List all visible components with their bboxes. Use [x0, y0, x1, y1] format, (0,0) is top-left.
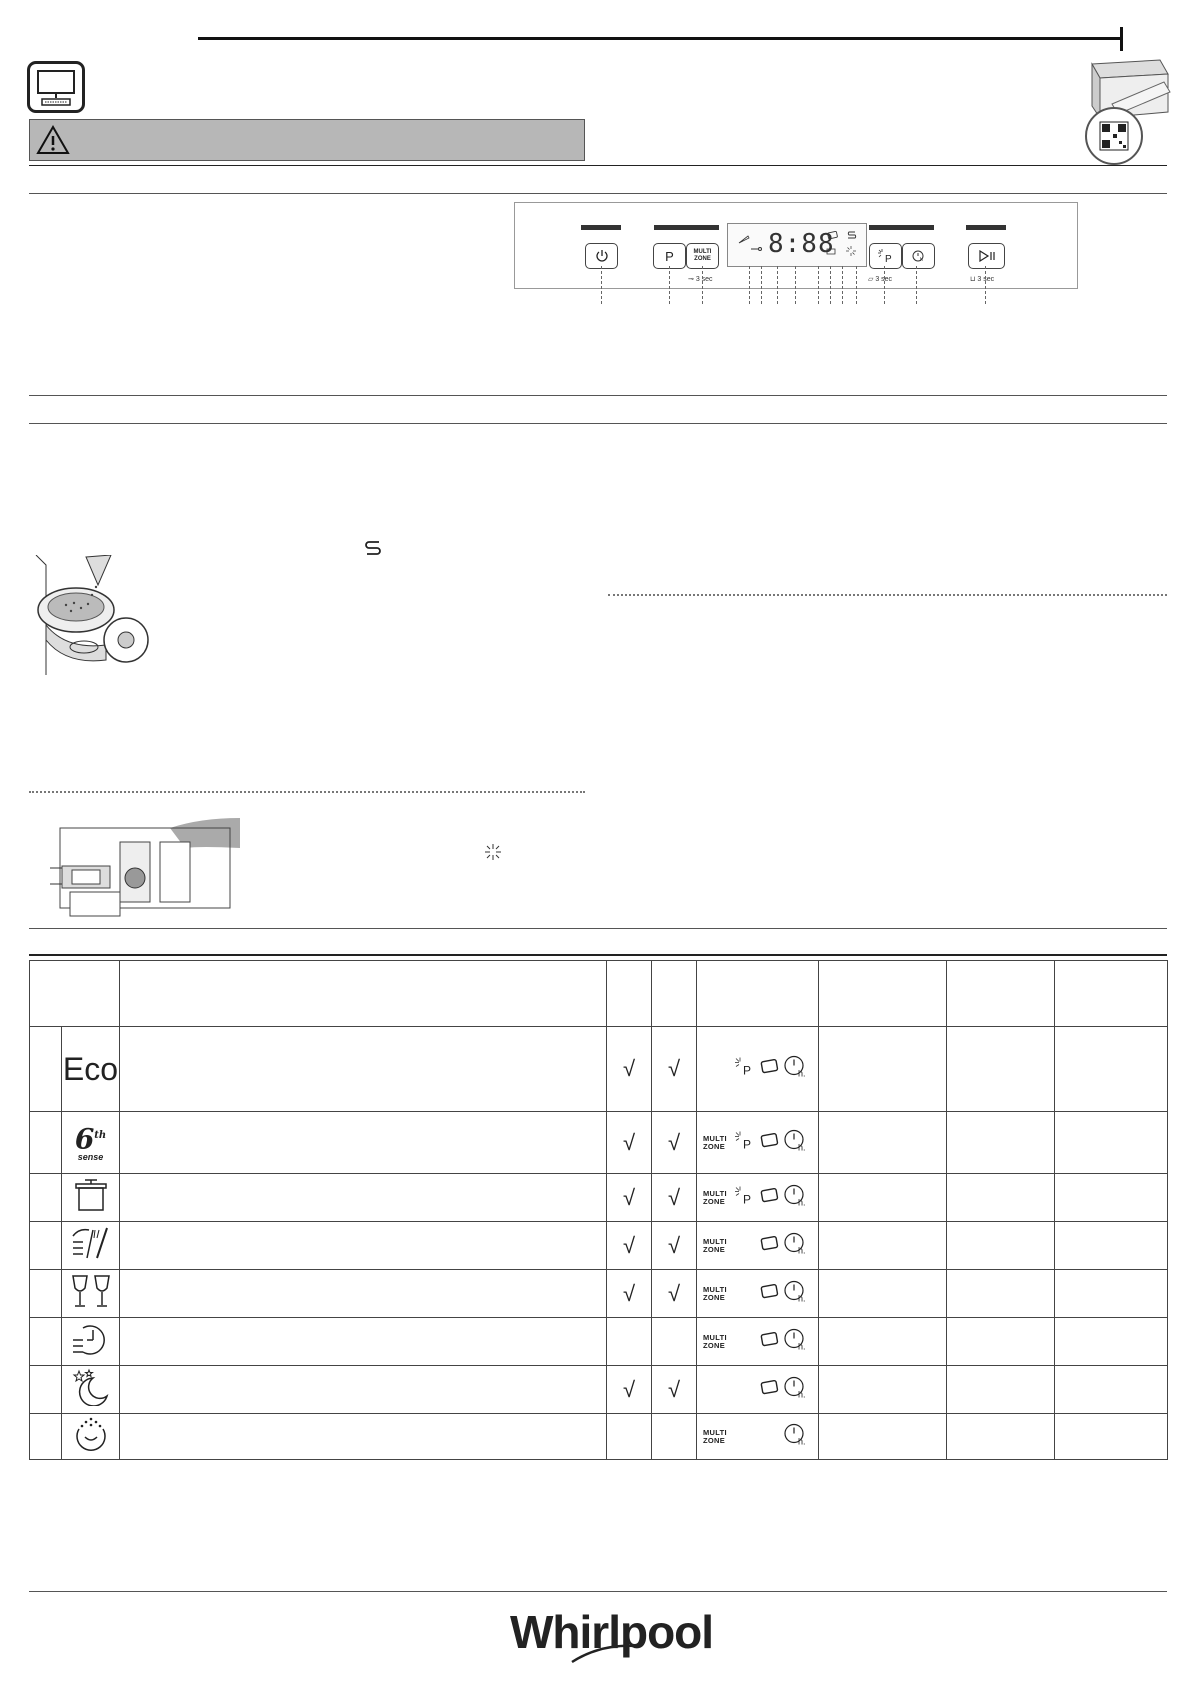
- callout-line: [830, 266, 831, 304]
- description-cell: [120, 1027, 607, 1112]
- tablet-icon: [759, 1281, 781, 1306]
- row-number-cell: [30, 1222, 62, 1270]
- svg-text:P: P: [743, 1063, 752, 1078]
- check-cell: √: [607, 1222, 652, 1270]
- header-cell: [607, 961, 652, 1027]
- description-cell: [120, 1112, 607, 1174]
- multizone-button-label: MULTI ZONE: [693, 249, 712, 262]
- callout-line: [702, 266, 703, 304]
- rinse-aid-indicator-icon: [484, 843, 502, 861]
- table-row: [30, 1174, 1168, 1222]
- sixth-sense-word: sense: [77, 1152, 104, 1163]
- data-cell: [1055, 1270, 1168, 1318]
- svg-text:h.: h.: [798, 1341, 806, 1351]
- crystal-program-icon: [62, 1270, 120, 1318]
- check-cell: √: [607, 1366, 652, 1414]
- delay-start-icon: [783, 1055, 809, 1084]
- data-cell: [1055, 1027, 1168, 1112]
- fast-program-icon: [62, 1222, 120, 1270]
- description-cell: [120, 1366, 607, 1414]
- check-cell: [607, 1414, 652, 1460]
- check-cell: √: [652, 1174, 697, 1222]
- display-panel: [727, 223, 867, 267]
- data-cell: [819, 1112, 947, 1174]
- tablet-icon: [759, 1377, 781, 1402]
- check-cell: √: [607, 1027, 652, 1112]
- top-rule: [198, 37, 1122, 40]
- table-row: [30, 1112, 1168, 1174]
- check-cell: √: [652, 1222, 697, 1270]
- svg-text:P: P: [743, 1137, 752, 1151]
- options-cell: [697, 1318, 819, 1366]
- row-number-cell: [30, 1366, 62, 1414]
- row-number-cell: [30, 1270, 62, 1318]
- section-rule-6: [29, 954, 1167, 956]
- multizone-label: MULTI ZONE: [703, 1284, 727, 1302]
- data-cell: [819, 1366, 947, 1414]
- power-clean-icon: [733, 1056, 755, 1083]
- data-cell: [819, 1270, 947, 1318]
- section-rule-1: [29, 165, 1167, 166]
- data-cell: [947, 1027, 1055, 1112]
- pot-small-icon: [825, 247, 839, 255]
- table-row: [30, 1318, 1168, 1366]
- data-cell: [1055, 1318, 1168, 1366]
- power-clean-icon: [733, 1184, 755, 1211]
- svg-text:h.: h.: [798, 1293, 806, 1303]
- callout-line: [985, 266, 986, 304]
- table-row: [30, 1222, 1168, 1270]
- row-number-cell: [30, 1318, 62, 1366]
- salt-refill-icon: [362, 538, 384, 558]
- callout-line: [777, 266, 778, 304]
- callout-line: [749, 266, 750, 304]
- brand-logo: Whirlpool: [510, 1606, 714, 1658]
- callout-line: [669, 266, 670, 304]
- description-cell: [120, 1270, 607, 1318]
- tablet-icon: [759, 1329, 781, 1354]
- data-cell: [819, 1222, 947, 1270]
- data-cell: [947, 1414, 1055, 1460]
- delay-start-icon: [783, 1422, 809, 1451]
- warning-icon: [36, 125, 70, 155]
- svg-text:h.: h.: [798, 1197, 806, 1207]
- options-cell: [697, 1414, 819, 1460]
- table-header-row: [30, 961, 1168, 1027]
- description-cell: [120, 1174, 607, 1222]
- power-clean-button[interactable]: [869, 243, 902, 269]
- warning-banner: [29, 119, 585, 161]
- power-clean-indicator-icon: [845, 245, 857, 257]
- header-cell: [947, 961, 1055, 1027]
- monitor-icon: [27, 61, 85, 113]
- rinse-aid-icon: [738, 234, 750, 244]
- callout-line: [842, 266, 843, 304]
- tablet-icon: [759, 1185, 781, 1210]
- callout-line: [601, 266, 602, 304]
- data-cell: [819, 1318, 947, 1366]
- table-row: [30, 1270, 1168, 1318]
- section-rule-4: [29, 423, 1167, 424]
- data-cell: [947, 1174, 1055, 1222]
- key-lock-hint: ⊸ 3 sec: [688, 276, 713, 283]
- delay-icon: [911, 248, 927, 264]
- sixth-sense-number: 6: [74, 1122, 95, 1156]
- svg-text:h.: h.: [798, 1389, 806, 1399]
- svg-text:h.: h.: [798, 1436, 806, 1446]
- options-cell: [697, 1270, 819, 1318]
- callout-line: [795, 266, 796, 304]
- key-lock-icon: [750, 246, 762, 252]
- detergent-dispenser-illustration: [50, 818, 240, 918]
- tablet-icon: [826, 230, 840, 240]
- power-clean-icon: [733, 1129, 755, 1156]
- description-cell: [120, 1222, 607, 1270]
- check-cell: √: [652, 1270, 697, 1318]
- top-rule-tick: [1120, 27, 1123, 51]
- header-cell: [30, 961, 120, 1027]
- header-cell: [120, 961, 607, 1027]
- door-hint-text: 3 sec: [977, 276, 995, 283]
- tablet-icon: [759, 1233, 781, 1258]
- table-row: [30, 1414, 1168, 1460]
- options-cell: [697, 1366, 819, 1414]
- data-cell: [1055, 1366, 1168, 1414]
- power-clean-icon: [876, 247, 896, 265]
- multizone-label: MULTI ZONE: [703, 1332, 727, 1350]
- options-cell: [697, 1027, 819, 1112]
- power-icon: [595, 249, 609, 263]
- key-lock-hint-text: 3 sec: [695, 276, 713, 283]
- svg-text:h.: h.: [798, 1245, 806, 1255]
- salt-refill-illustration: [26, 555, 156, 675]
- options-cell: [697, 1174, 819, 1222]
- start-led: [966, 225, 1006, 230]
- check-cell: √: [652, 1112, 697, 1174]
- options-led: [869, 225, 934, 230]
- svg-text:h: h: [919, 257, 923, 263]
- svg-text:P: P: [743, 1192, 752, 1206]
- header-cell: [652, 961, 697, 1027]
- sixth-sense-program-icon: [62, 1112, 120, 1174]
- program-led: [654, 225, 719, 230]
- svg-text:P: P: [884, 254, 892, 265]
- data-cell: [819, 1414, 947, 1460]
- row-number-cell: [30, 1112, 62, 1174]
- tablet-icon: [759, 1057, 781, 1082]
- callout-line: [916, 266, 917, 304]
- display-digits: 8:88: [768, 229, 835, 259]
- check-cell: [652, 1414, 697, 1460]
- description-cell: [120, 1414, 607, 1460]
- rapid-program-icon: [62, 1318, 120, 1366]
- tablet-hint-text: 3 sec: [875, 276, 893, 283]
- check-cell: √: [607, 1270, 652, 1318]
- callout-line: [856, 266, 857, 304]
- options-cell: [697, 1112, 819, 1174]
- delay-hours-label: h.: [798, 1068, 806, 1079]
- callout-line: [884, 266, 885, 304]
- section-rule-3: [29, 395, 1167, 396]
- data-cell: [1055, 1112, 1168, 1174]
- delay-start-icon: [783, 1327, 809, 1356]
- delay-start-icon: [783, 1279, 809, 1308]
- multizone-label: MULTI ZONE: [703, 1133, 727, 1151]
- options-cell: [697, 1222, 819, 1270]
- dotted-separator-right: [608, 594, 1167, 596]
- programs-table: [29, 960, 1168, 1460]
- tablet-icon: [759, 1130, 781, 1155]
- delay-button[interactable]: [902, 243, 935, 269]
- delay-start-icon: [783, 1375, 809, 1404]
- check-cell: √: [652, 1027, 697, 1112]
- data-cell: [1055, 1414, 1168, 1460]
- table-row: [30, 1027, 1168, 1112]
- row-number-cell: [30, 1414, 62, 1460]
- data-cell: [947, 1112, 1055, 1174]
- multizone-label: MULTI ZONE: [703, 1427, 727, 1445]
- start-pause-icon: [978, 250, 996, 262]
- callout-line: [761, 266, 762, 304]
- data-cell: [819, 1174, 947, 1222]
- check-cell: √: [652, 1366, 697, 1414]
- multizone-label: MULTI ZONE: [703, 1236, 727, 1254]
- check-cell: [652, 1318, 697, 1366]
- tablet-hint: ▱ 3 sec: [868, 276, 893, 283]
- delay-start-icon: [783, 1183, 809, 1212]
- night-program-icon: [62, 1366, 120, 1414]
- program-p-icon: P: [665, 248, 674, 264]
- data-cell: [947, 1366, 1055, 1414]
- data-cell: [947, 1270, 1055, 1318]
- intensive-program-icon: [62, 1174, 120, 1222]
- sixth-sense-suffix: th: [94, 1129, 107, 1141]
- footer-rule: [29, 1591, 1167, 1592]
- data-cell: [947, 1318, 1055, 1366]
- dishwasher-qr-icon: [1072, 56, 1172, 166]
- check-cell: √: [607, 1112, 652, 1174]
- data-cell: [1055, 1174, 1168, 1222]
- data-cell: [819, 1027, 947, 1112]
- salt-icon: [845, 230, 859, 240]
- data-cell: [947, 1222, 1055, 1270]
- start-pause-button[interactable]: [968, 243, 1005, 269]
- row-number-cell: [30, 1174, 62, 1222]
- header-cell: [1055, 961, 1168, 1027]
- eco-program-icon: Eco: [62, 1027, 120, 1112]
- sanitize-program-icon: [62, 1414, 120, 1460]
- section-rule-2: [29, 193, 1167, 194]
- callout-line: [818, 266, 819, 304]
- table-row: [30, 1366, 1168, 1414]
- door-hint: ⊔ 3 sec: [970, 276, 995, 283]
- dotted-separator-left: [29, 791, 585, 793]
- row-number-cell: [30, 1027, 62, 1112]
- data-cell: [1055, 1222, 1168, 1270]
- check-cell: √: [607, 1174, 652, 1222]
- delay-start-icon: [783, 1231, 809, 1260]
- header-cell: [697, 961, 819, 1027]
- description-cell: [120, 1318, 607, 1366]
- svg-text:h.: h.: [798, 1142, 806, 1152]
- power-led: [581, 225, 621, 230]
- header-cell: [819, 961, 947, 1027]
- delay-start-icon: [783, 1128, 809, 1157]
- check-cell: [607, 1318, 652, 1366]
- multizone-label: MULTI ZONE: [703, 1188, 727, 1206]
- logo-swoosh-icon: [570, 1642, 640, 1666]
- section-rule-5: [29, 928, 1167, 929]
